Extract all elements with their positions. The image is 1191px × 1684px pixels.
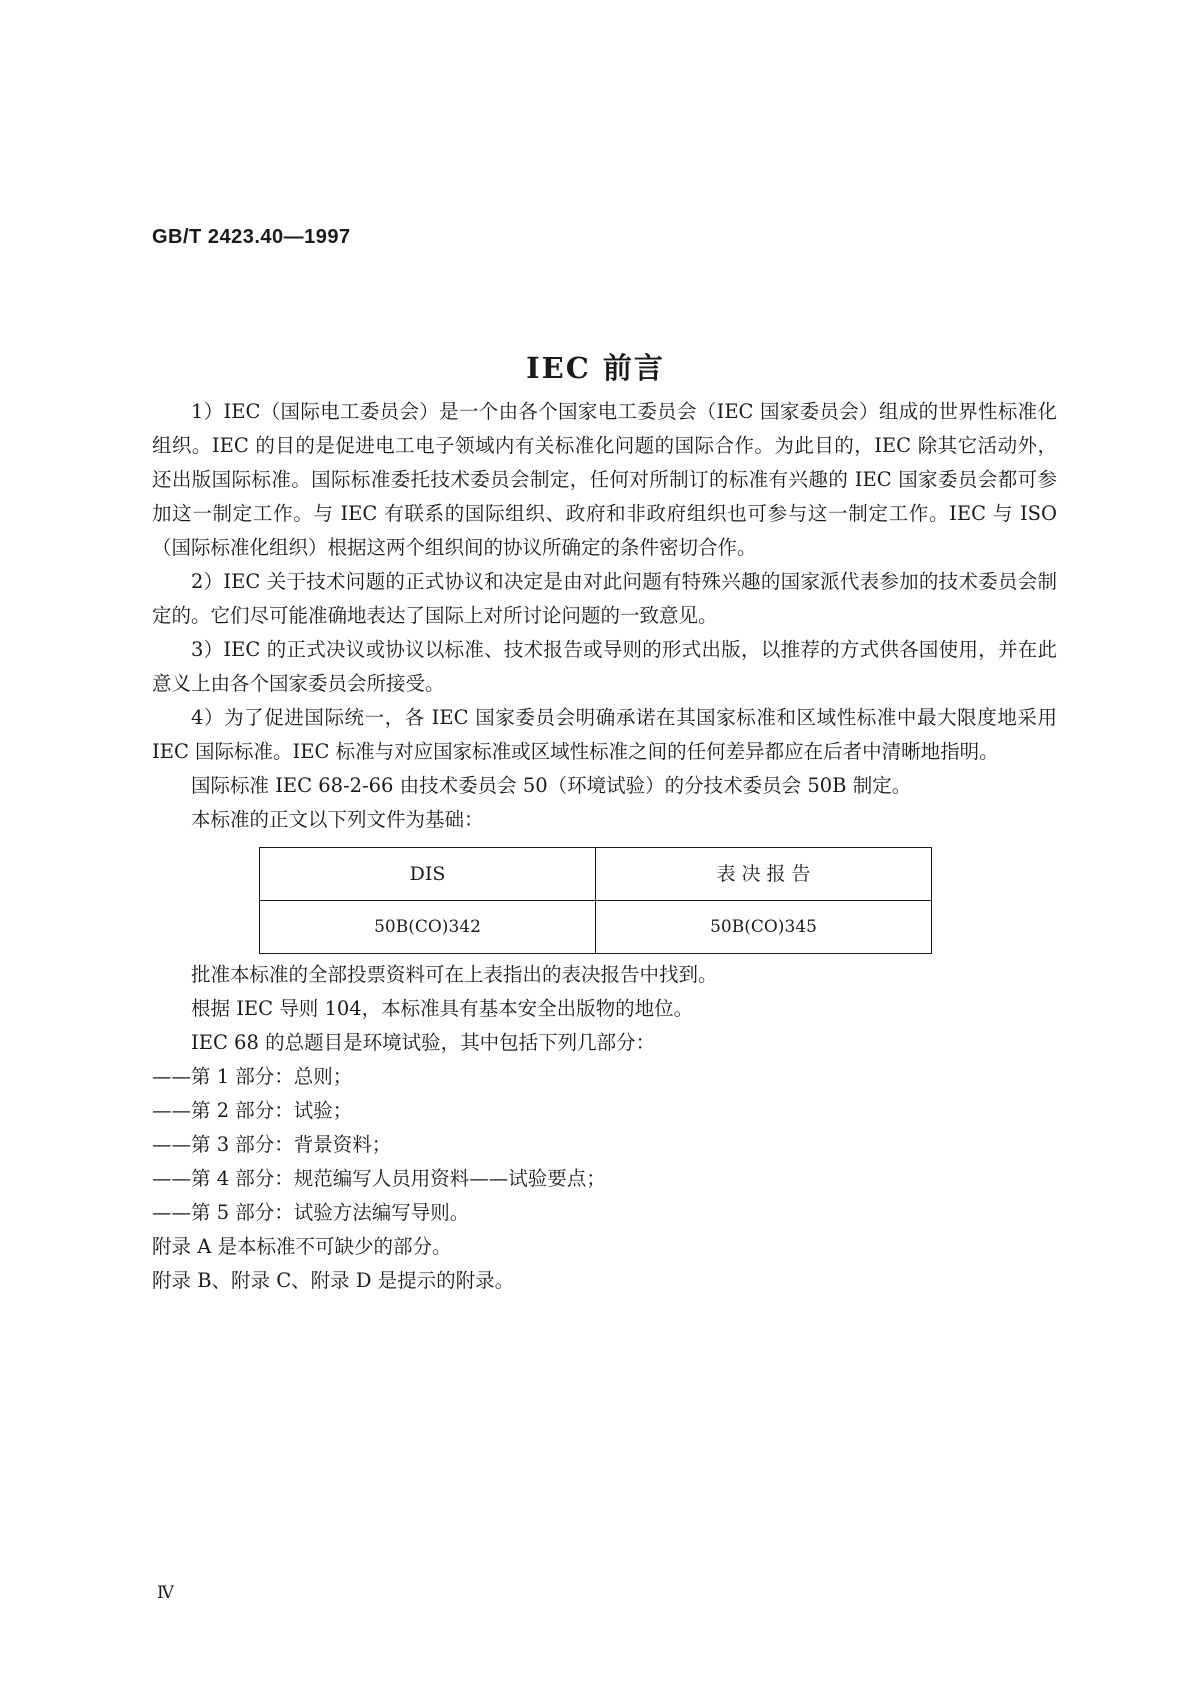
paragraph-4: 4）为了促进国际统一，各 IEC 国家委员会明确承诺在其国家标准和区域性标准中最大限度地采用 IEC 国际标准。IEC 标准与对应国家标准或区域性标准之间的任何差异都应在后者中清晰地指明。 <box>152 706 1057 763</box>
basis-line: 本标准的正文以下列文件为基础： <box>191 808 484 831</box>
page-title: IEC 前言 <box>526 351 665 385</box>
table-header-row <box>260 848 932 901</box>
page-number: Ⅳ <box>157 1583 174 1603</box>
after-table-line-1: 批准本标准的全部投票资料可在上表指出的表决报告中找到。 <box>191 963 718 986</box>
list-item: ——第 5 部分：试验方法编写导则。 <box>152 1201 470 1224</box>
paragraph-1: 1）IEC（国际电工委员会）是一个由各个国家电工委员会（IEC 国家委员会）组成的世界性标准化组织。IEC 的目的是促进电工电子领域内有关标准化问题的国际合作。为此目的，IEC 除其它活动外，还出版国际标准。国际标准委托技术委员会制定，任何对所制订的标准有兴趣的 IEC 国家委员会都可参加这一制定工作。与 IEC 有联系的国际组织、政府和非政府组织也可参与这一制定工作。IEC 与 ISO（国际标准化组织）根据这两个组织间的协议所确定的条件密切合作。 <box>152 400 1057 559</box>
table-header-vote-report: 表 决 报 告 <box>596 848 932 901</box>
table-header-dis: DIS <box>260 848 596 901</box>
paragraph-3: 3）IEC 的正式决议或协议以标准、技术报告或导则的形式出版，以推荐的方式供各国使用，并在此意义上由各个国家委员会所接受。 <box>152 638 1057 695</box>
paragraph-2: 2）IEC 关于技术问题的正式协议和决定是由对此问题有特殊兴趣的国家派代表参加的技术委员会制定的。它们尽可能准确地表达了国际上对所讨论问题的一致意见。 <box>152 570 1057 627</box>
basis-documents-table <box>259 847 932 954</box>
list-item: ——第 1 部分：总则； <box>152 1065 353 1088</box>
after-table-line-2: 根据 IEC 导则 104，本标准具有基本安全出版物的地位。 <box>191 997 694 1020</box>
appendix-line-1: 附录 A 是本标准不可缺少的部分。 <box>152 1235 452 1258</box>
after-table-line-3: IEC 68 的总题目是环境试验，其中包括下列几部分： <box>191 1031 656 1054</box>
table-cell-vote-report: 50B(CO)345 <box>596 901 932 954</box>
list-item: ——第 3 部分：背景资料； <box>152 1133 392 1156</box>
prepared-by-line: 国际标准 IEC 68-2-66 由技术委员会 50（环境试验）的分技术委员会 50B 制定。 <box>191 774 912 797</box>
appendix-line-2: 附录 B、附录 C、附录 D 是提示的附录。 <box>152 1269 515 1292</box>
document-body <box>152 395 1057 1298</box>
table-cell-dis: 50B(CO)342 <box>260 901 596 954</box>
table-row <box>260 901 932 954</box>
standard-code: GB/T 2423.40—1997 <box>152 226 351 248</box>
list-item: ——第 2 部分：试验； <box>152 1099 353 1122</box>
list-item: ——第 4 部分：规范编写人员用资料——试验要点； <box>152 1167 606 1190</box>
